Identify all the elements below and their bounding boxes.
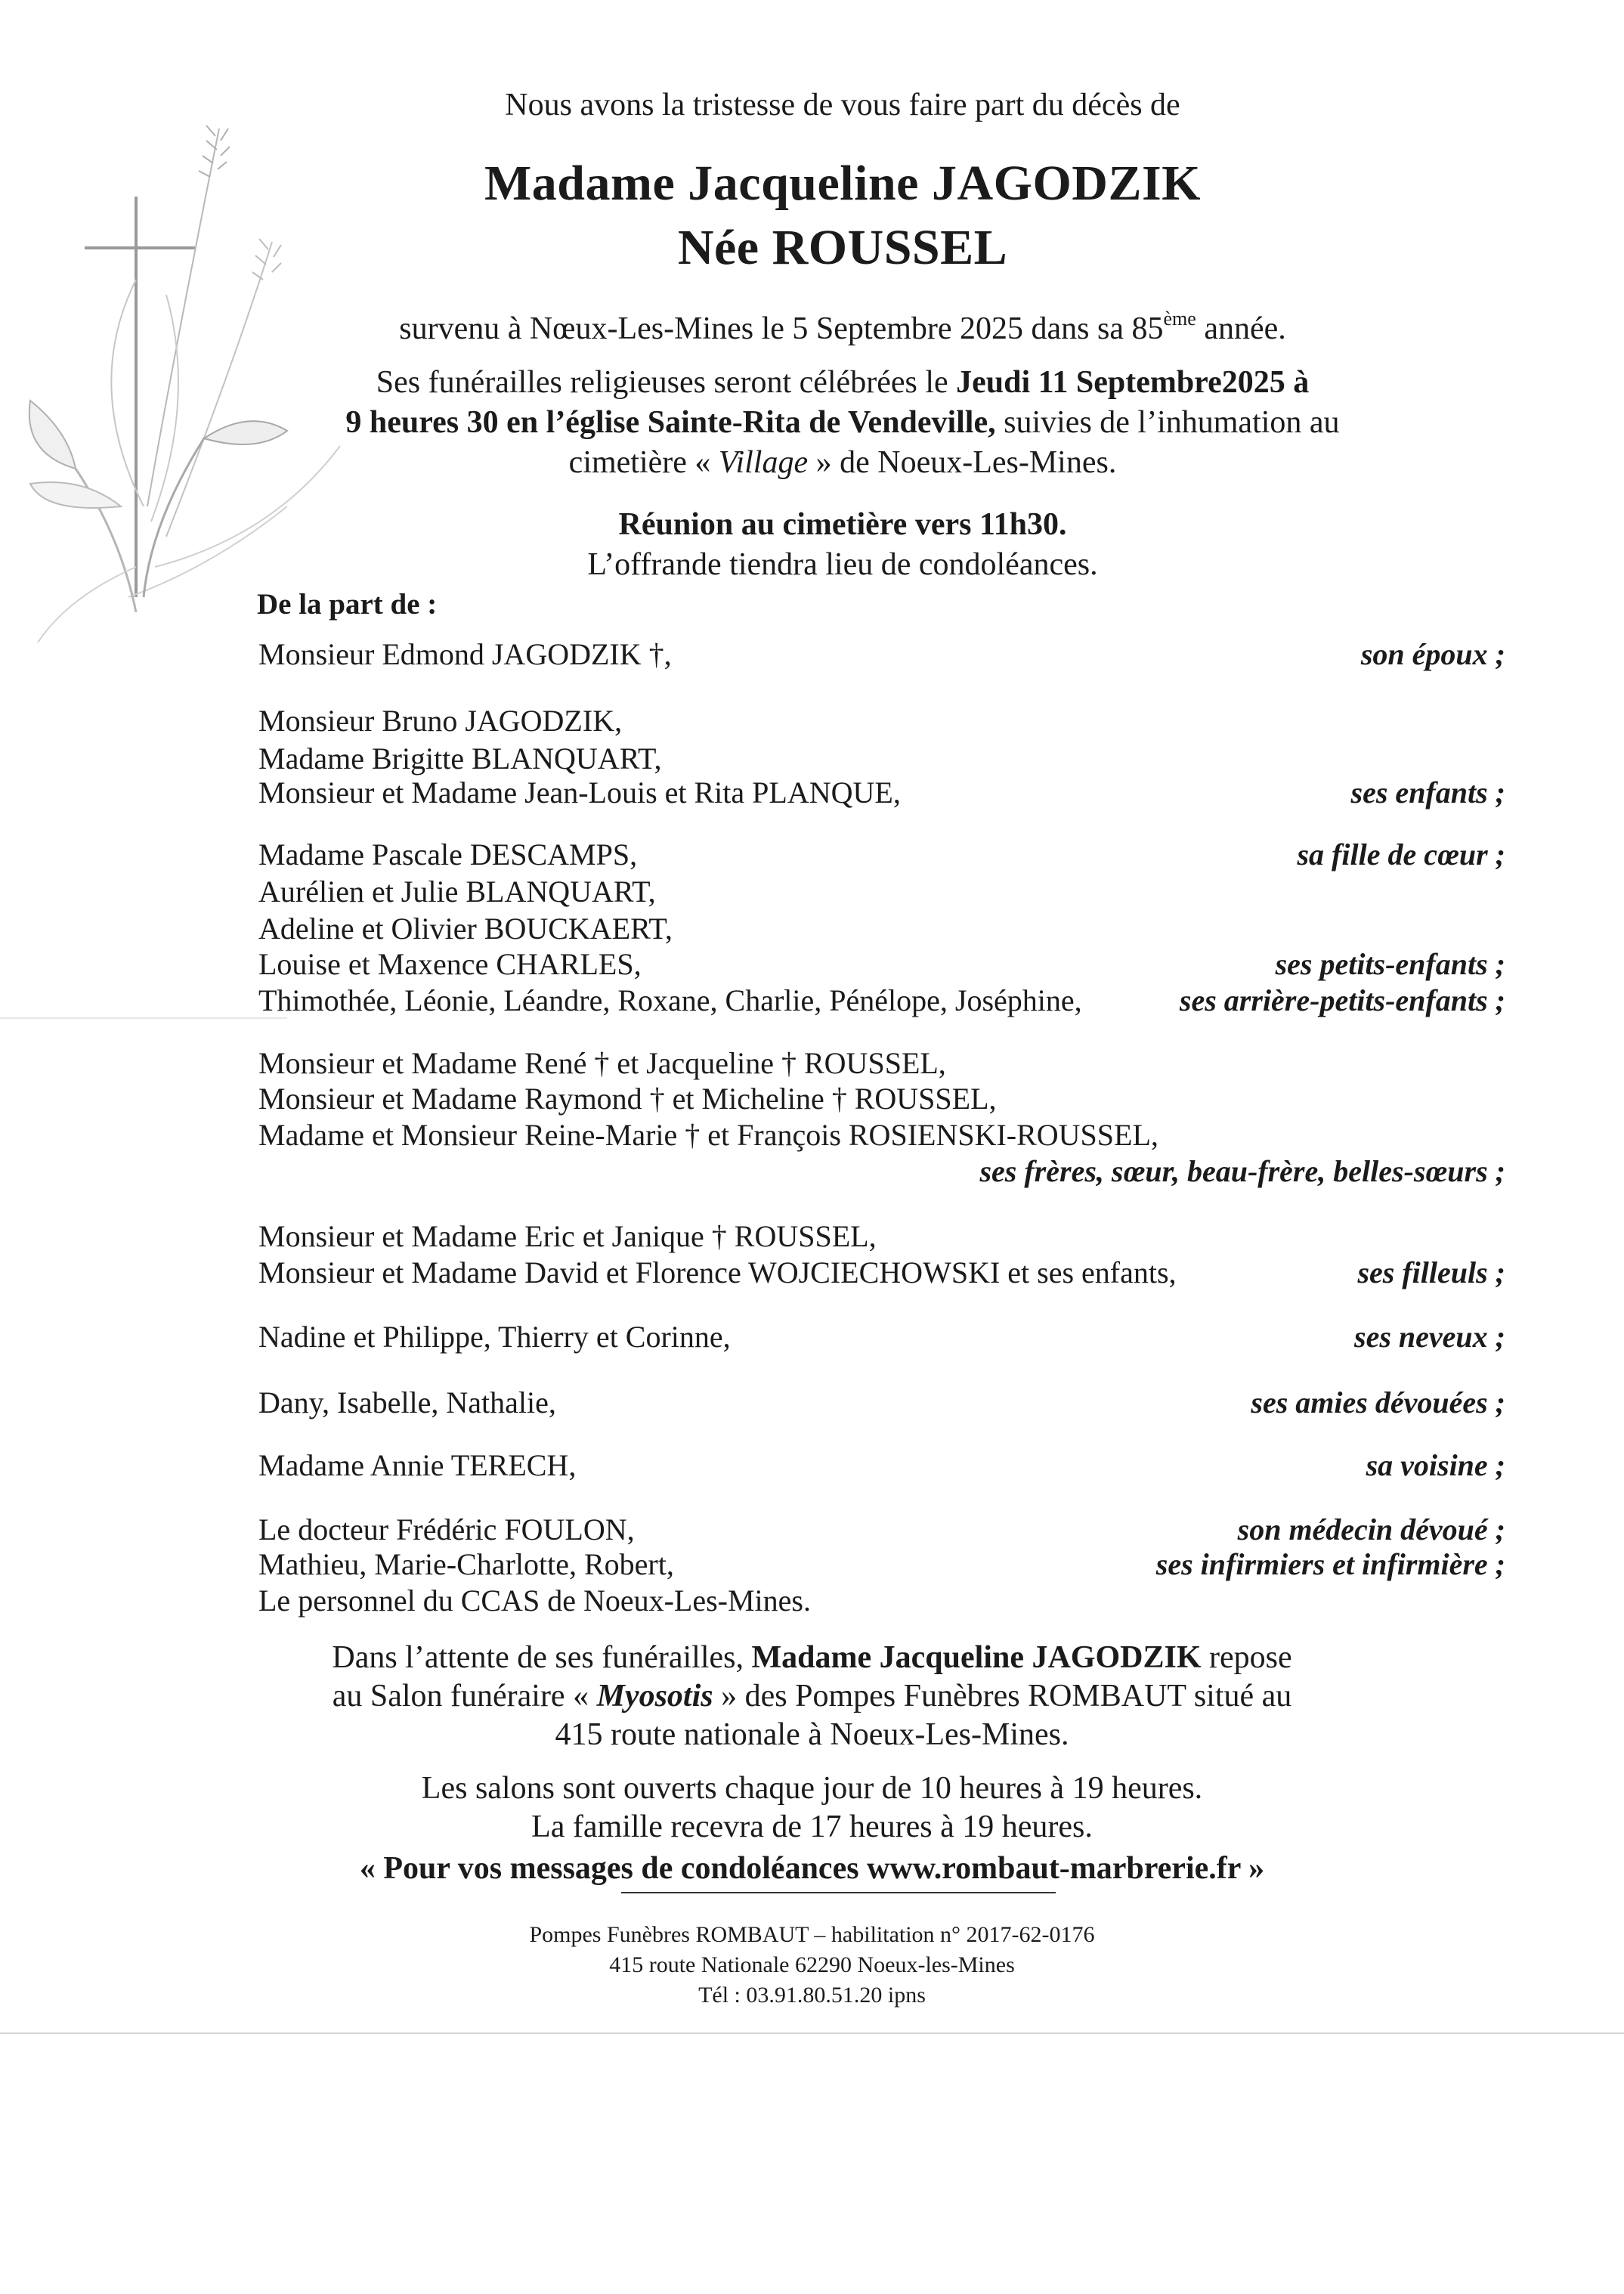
- family-member: Monsieur Bruno JAGODZIK,: [258, 704, 623, 738]
- relation: ses frères, sœur, beau-frère, belles-sœurs ;: [979, 1154, 1505, 1188]
- family-row: [258, 1045, 1505, 1083]
- family-row: [258, 1512, 1505, 1549]
- death-text: survenu à Nœux-Les-Mines le 5 Septembre 2025 dans sa 85: [399, 311, 1164, 346]
- family-row: [258, 1153, 1505, 1191]
- offering-text: L’offrande tiendra lieu de condoléances.: [587, 547, 1098, 582]
- repose-text: Dans l’attente de ses funérailles,: [332, 1640, 752, 1675]
- family-member: Le personnel du CCAS de Noeux-Les-Mines.: [258, 1584, 811, 1618]
- cemetery-town: » de Noeux-Les-Mines.: [808, 445, 1117, 480]
- family-member: Dany, Isabelle, Nathalie,: [258, 1385, 556, 1419]
- funeral-place: 9 heures 30 en l’église Sainte-Rita de Vendeville,: [345, 405, 996, 440]
- condolences-message: « Pour vos messages de condoléances www.rombaut-marbrerie.fr »: [359, 1851, 1265, 1886]
- family-row: [258, 911, 1505, 949]
- family-row: [258, 946, 1505, 984]
- family-row: [258, 1583, 1505, 1621]
- family-row: [258, 1255, 1505, 1293]
- family-member: Louise et Maxence CHARLES,: [258, 947, 642, 981]
- meeting-text: Réunion au cimetière vers 11h30.: [618, 507, 1067, 542]
- family-row: [258, 874, 1505, 912]
- repose-line-2: [0, 1676, 1624, 1716]
- death-text-end: année.: [1196, 311, 1286, 346]
- funeral-burial: suivies de l’inhumation au: [995, 405, 1340, 440]
- family-row: [258, 1081, 1505, 1119]
- family-row: [258, 1218, 1505, 1256]
- salon-hours: Les salons sont ouverts chaque jour de 10 heures à 19 heures.: [421, 1771, 1203, 1806]
- salon-name: Myosotis: [596, 1679, 713, 1714]
- family-member: Madame Pascale DESCAMPS,: [258, 837, 638, 871]
- relation: ses neveux ;: [1354, 1320, 1505, 1354]
- relation: son époux ;: [1360, 637, 1505, 671]
- footer-company: Pompes Funèbres ROMBAUT – habilitation n° 2017-62-0176: [529, 1922, 1095, 1947]
- family-member: Madame et Monsieur Reine-Marie † et François ROSIENSKI-ROUSSEL,: [258, 1118, 1158, 1152]
- funeral-line-2: [227, 403, 1459, 442]
- footer-address: 415 route Nationale 62290 Noeux-les-Mines: [609, 1952, 1015, 1977]
- left-margin-line: [0, 1017, 287, 1019]
- salon-company: » des Pompes Funèbres ROMBAUT situé au: [713, 1679, 1292, 1714]
- ordinal-superscript: ème: [1163, 308, 1196, 330]
- family-member: Madame Annie TERECH,: [258, 1448, 577, 1482]
- cemetery-text: cimetière «: [568, 445, 719, 480]
- repose-address: 415 route nationale à Noeux-Les-Mines.: [555, 1717, 1069, 1752]
- deceased-name: Madame Jacqueline JAGODZIK: [484, 156, 1201, 211]
- relation: ses arrière-petits-enfants ;: [1179, 983, 1505, 1017]
- page-bottom-edge: [0, 2032, 1624, 2034]
- relation: ses amies dévouées ;: [1251, 1385, 1505, 1419]
- family-row: [258, 837, 1505, 875]
- family-member: Thimothée, Léonie, Léandre, Roxane, Charlie, Pénélope, Joséphine,: [258, 983, 1082, 1017]
- family-row: [258, 983, 1505, 1020]
- family-member: Monsieur Edmond JAGODZIK †,: [258, 637, 672, 671]
- family-member: Monsieur et Madame Raymond † et Micheline † ROUSSEL,: [258, 1082, 997, 1116]
- funeral-date: Jeudi 11 Septembre2025 à: [956, 365, 1310, 400]
- family-row: [258, 636, 1505, 674]
- relation: sa voisine ;: [1366, 1448, 1505, 1482]
- family-row: [258, 1117, 1505, 1155]
- family-member: Mathieu, Marie-Charlotte, Robert,: [258, 1547, 674, 1581]
- maiden-name: Née ROUSSEL: [677, 220, 1008, 275]
- relation: ses petits-enfants ;: [1275, 947, 1505, 981]
- family-row: [258, 1546, 1505, 1584]
- footer-separator: [621, 1892, 1056, 1893]
- family-member: Monsieur et Madame Eric et Janique † ROUSSEL,: [258, 1219, 877, 1253]
- family-row: [258, 1385, 1505, 1423]
- funeral-line-3: [227, 443, 1459, 482]
- family-member: Monsieur et Madame René † et Jacqueline † ROUSSEL,: [258, 1046, 946, 1080]
- footer-phone: Tél : 03.91.80.51.20 ipns: [698, 1983, 926, 2008]
- family-row: [258, 1319, 1505, 1357]
- family-hours: La famille recevra de 17 heures à 19 heures.: [531, 1810, 1093, 1844]
- family-member: Nadine et Philippe, Thierry et Corinne,: [258, 1320, 731, 1354]
- death-notice: [227, 299, 1459, 348]
- family-row: [258, 703, 1505, 741]
- family-member: Aurélien et Julie BLANQUART,: [258, 875, 656, 909]
- family-title: De la part de :: [257, 588, 438, 621]
- family-member: Monsieur et Madame Jean-Louis et Rita PLANQUE,: [258, 776, 901, 810]
- relation: ses filleuls ;: [1357, 1255, 1505, 1289]
- family-member: Monsieur et Madame David et Florence WOJCIECHOWSKI et ses enfants,: [258, 1255, 1177, 1289]
- cemetery-name: Village: [718, 445, 809, 480]
- family-member: Madame Brigitte BLANQUART,: [258, 741, 662, 776]
- family-member: Le docteur Frédéric FOULON,: [258, 1512, 635, 1546]
- funeral-line-1: [227, 363, 1459, 402]
- relation: son médecin dévoué ;: [1237, 1512, 1505, 1546]
- relation: ses enfants ;: [1350, 776, 1505, 810]
- relation: ses infirmiers et infirmière ;: [1155, 1547, 1505, 1581]
- family-row: [258, 775, 1505, 813]
- family-row: [258, 741, 1505, 779]
- relation: sa fille de cœur ;: [1297, 837, 1505, 871]
- family-member: Adeline et Olivier BOUCKAERT,: [258, 912, 673, 946]
- funeral-text: Ses funérailles religieuses seront célébrées le: [376, 365, 957, 400]
- repose-name: Madame Jacqueline JAGODZIK: [751, 1640, 1202, 1675]
- repose-verb: repose: [1201, 1640, 1292, 1675]
- repose-line-1: [0, 1638, 1624, 1677]
- family-row: [258, 1447, 1505, 1485]
- salon-text: au Salon funéraire «: [332, 1679, 597, 1714]
- intro-text: Nous avons la tristesse de vous faire part du décès de: [505, 88, 1180, 122]
